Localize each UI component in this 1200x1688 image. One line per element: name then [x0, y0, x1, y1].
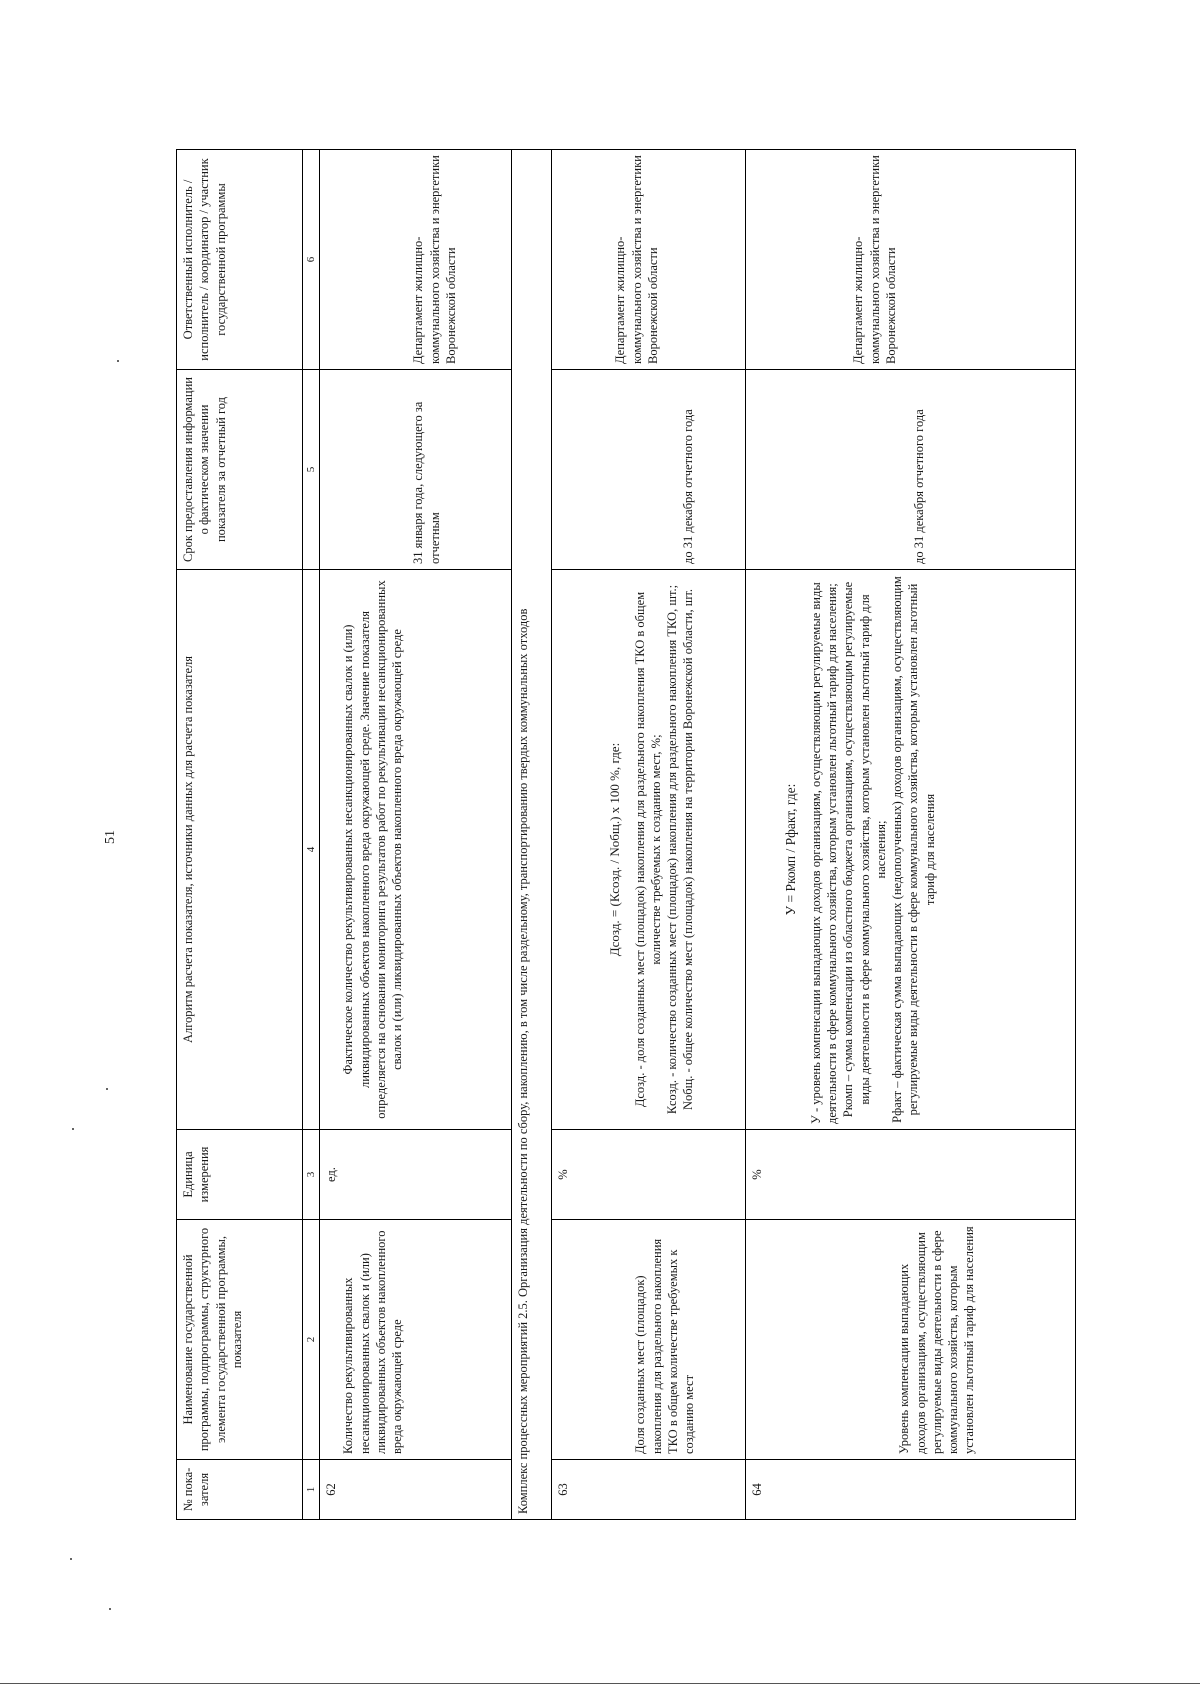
header-unit: Единица измерения: [177, 1130, 303, 1220]
table-header-row: [177, 150, 303, 1520]
indicator-name: Уровень компенсации выпадающих доходов организациям, осуществляющим регулируемые виды деятельности в сфере коммунального хозяйства, которым установлен льготный тариф для населения: [746, 1220, 1076, 1460]
header-algorithm: Алгоритм расчета показателя, источники данных для расчета показателя: [177, 570, 303, 1130]
header-name: Наименование государственной программы, подпрограммы, структурного элемента государственной программы, показателя: [177, 1220, 303, 1460]
unit-cell: %: [552, 1130, 746, 1220]
scan-speck: [117, 360, 119, 362]
algorithm-line: Рфакт – фактическая сумма выпадающих (недополученных) доходов организациям, осуществляющим регулируемые виды деятельности в сфере коммунального хозяйства, которым установлен льготный тариф для населения: [890, 576, 937, 1123]
scan-speck: [106, 1088, 108, 1090]
scan-speck: [72, 1128, 74, 1130]
page-number: 51: [103, 830, 118, 844]
algorithm-cell: [552, 570, 746, 1130]
column-number: 1: [303, 1460, 320, 1520]
scan-speck: [70, 1558, 72, 1560]
table-row-63: [552, 150, 746, 1520]
column-number: 5: [303, 370, 320, 570]
algorithm-line: Ксозд. - количество созданных мест (площадок) накопления для раздельного накопления ТКО, шт.;: [665, 584, 680, 1115]
formula-64: У = Ркомп / Рфакт, где:: [783, 783, 799, 916]
deadline-cell: до 31 декабря отчетного года: [552, 370, 746, 570]
algorithm-line: У - уровень компенсации выпадающих доходов организациям, осуществляющим регулируемые виды деятельности в сфере коммунального хозяйства, которым установлен льготный тариф для населения;: [808, 582, 840, 1124]
column-number-row: [303, 150, 320, 1520]
header-indicator-number: № пока-зателя: [177, 1460, 303, 1520]
deadline-cell: 31 января года, следующего за отчетным: [320, 370, 512, 570]
indicator-name: Доля созданных мест (площадок) накопления для раздельного накопления ТКО в общем количестве требуемых к созданию мест: [552, 1220, 746, 1460]
algorithm-line: Ркомп – сумма компенсации из областного бюджета организациям, осуществляющим регулируемые виды деятельности в сфере коммунального хозяйства, которым установлен льготный тариф для населения;: [841, 581, 888, 1118]
row-number: 63: [552, 1460, 746, 1520]
table-row-64: [746, 150, 1076, 1520]
section-row: [512, 150, 552, 1520]
table-row-62: [320, 150, 512, 1520]
header-deadline: Срок предоставления информации о фактическом значении показателя за отчетный год: [177, 370, 303, 570]
rotated-document-sheet: [176, 150, 1072, 1520]
column-number: 2: [303, 1220, 320, 1460]
row-number: 64: [746, 1460, 1076, 1520]
algorithm-cell: [746, 570, 1076, 1130]
scan-edge-line: [0, 1683, 1200, 1684]
scan-speck: [109, 1608, 111, 1610]
deadline-cell: до 31 декабря отчетного года: [746, 370, 1076, 570]
formula-63: Дсозд. = (Ксозд. / Nобщ.) x 100 %, где:: [606, 742, 622, 957]
header-executor: Ответственный исполнитель / исполнитель / координатор / участник государственной программы: [177, 150, 303, 370]
algorithm-line: Дсозд. - доля созданных мест (площадок) накопления для раздельного накопления ТКО в общем количестве требуемых к созданию мест, %;: [632, 591, 663, 1108]
executor-cell: Департамент жилищно-коммунального хозяйства и энергетики Воронежской области: [746, 150, 1076, 370]
executor-cell: Департамент жилищно-коммунального хозяйства и энергетики Воронежской области: [552, 150, 746, 370]
unit-cell: %: [746, 1130, 1076, 1220]
column-number: 4: [303, 570, 320, 1130]
algorithm-cell: Фактическое количество рекультивированных несанкционированных свалок и (или) ликвидированных объектов накопленного вреда окружающей среде. Значение показателя определяется на основании мониторинга результатов работ по рекультивации несанкционированных свалок и (или) ликвидированных объектов накопленного вреда окружающей среде: [320, 570, 512, 1130]
indicator-name: Количество рекультивированных несанкционированных свалок и (или) ликвидированных объектов накопленного вреда окружающей среде: [320, 1220, 512, 1460]
section-title: Комплекс процессных мероприятий 2.5. Организация деятельности по сбору, накоплению, в том числе раздельному, транспортированию твердых коммунальных отходов: [512, 150, 552, 1520]
column-number: 6: [303, 150, 320, 370]
row-number: 62: [320, 1460, 512, 1520]
algorithm-line: Nобщ. - общее количество мест (площадок) накопления на территории Воронежской области, шт.: [681, 588, 696, 1111]
executor-cell: Департамент жилищно-коммунального хозяйства и энергетики Воронежской области: [320, 150, 512, 370]
indicators-table: [176, 149, 1076, 1520]
column-number: 3: [303, 1130, 320, 1220]
unit-cell: ед.: [320, 1130, 512, 1220]
